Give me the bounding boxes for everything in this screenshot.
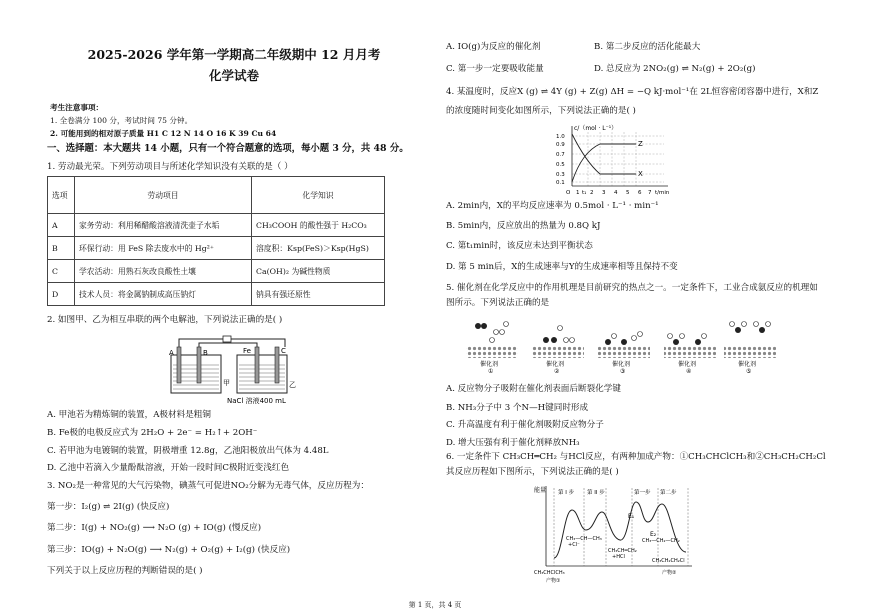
electrode-a — [177, 347, 181, 383]
intermediate-label: CH₃—CH₂—CH₂ — [642, 538, 680, 544]
catalyst-label: 催化剂 — [678, 361, 697, 368]
table-cell: Ca(OH)₂ 为碱性物质 — [252, 260, 385, 283]
table-row — [48, 283, 385, 306]
z-curve — [572, 144, 636, 182]
label-c: C — [281, 347, 286, 355]
q6-stem-1: 6. 一定条件下 CH₃CH═CH₂ 与HCl反应，有两种加成产物：①CH₃CHClCH₃和②CH₃CH₂CH₂Cl — [446, 452, 826, 462]
q4-stem-2: 的浓度随时间变化如图所示，下列说法正确的是( ) — [446, 106, 636, 116]
panel-1 — [466, 322, 518, 359]
label-b: B — [203, 349, 208, 357]
q2-option-a: A. 甲池若为精炼铜的装置，A极材料是粗铜 — [47, 410, 211, 420]
x-tick: 5 — [626, 190, 630, 196]
catalyst-label: 催化剂 — [480, 361, 499, 368]
x-tick: 7 — [648, 190, 652, 196]
notes-line2: 2. 可能用到的相对原子质量 H1 C 12 N 14 O 16 K 39 Cu 64 — [50, 129, 277, 138]
table-header-row — [48, 177, 385, 214]
x-tick: O — [566, 190, 571, 196]
exam-subtitle: 化学试卷 — [208, 68, 259, 83]
q3-option-a: A. IO(g)为反应的催化剂 — [446, 42, 541, 52]
table-row — [48, 260, 385, 283]
electrode-fe — [255, 347, 259, 383]
step-number: ⑤ — [746, 368, 752, 374]
y-tick: 0.1 — [556, 180, 565, 186]
power-source — [223, 336, 231, 342]
reactant-label: CH₃CH═CH₂ — [608, 548, 637, 554]
y-tick: 1.0 — [556, 134, 565, 140]
step-number: ① — [488, 368, 494, 374]
table-header-cell: 劳动项目 — [75, 177, 252, 214]
x-label: X — [638, 170, 643, 178]
q3-step2: 第二步：I(g) + NO₂(g) ⟶ N₂O (g) + IO(g) (慢反应) — [47, 523, 262, 533]
q5-option-b: B. NH₃分子中 3 个N—H键同时形成 — [446, 403, 589, 413]
panel-3 — [598, 332, 650, 359]
intermediate-label: CH₃—CH—CH₃ — [566, 536, 602, 542]
step-label: 第 I 步 — [558, 490, 575, 496]
q4-option-a: A. 2min内，X的平均反应速率为 0.5mol · L⁻¹ · min⁻¹ — [446, 201, 659, 211]
product1-label: CH₃CHClCH₃ — [534, 570, 565, 576]
table-cell: 溶度积：Ksp(FeS)＞Ksp(HgS) — [252, 237, 385, 260]
q3-option-c: C. 第一步一定要吸收能量 — [446, 64, 544, 74]
label-fe: Fe — [243, 347, 251, 355]
q2-option-d: D. 乙池中若滴入少量酚酞溶液，开始一段时间C极附近变浅红色 — [47, 463, 290, 473]
beaker-yi — [237, 355, 287, 393]
q5-option-a: A. 反应物分子吸附在催化剂表面后断裂化学键 — [446, 384, 621, 394]
q1-table — [47, 176, 385, 306]
product1-name: 产物① — [546, 578, 561, 584]
q5-stem-2: 图所示。下列说法正确的是 — [446, 298, 550, 308]
table-cell: D — [48, 283, 75, 306]
energy-profile-figure — [532, 482, 700, 594]
notes-heading: 考生注意事项： — [50, 103, 104, 112]
table-cell: B — [48, 237, 75, 260]
x-axis-unit: t/min — [655, 190, 670, 196]
step-label: 第二步 — [660, 490, 677, 496]
table-cell: CH₃COOH 的酸性强于 H₂CO₃ — [252, 214, 385, 237]
y-tick: 0.5 — [556, 162, 565, 168]
x-tick: 6 — [638, 190, 642, 196]
catalyst-mechanism-figure — [462, 316, 782, 374]
reactant-label: +HCl — [612, 554, 625, 560]
q3-step1: 第一步：I₂(g) ⇌ 2I(g) (快反应) — [47, 502, 170, 512]
panel-4 — [664, 334, 716, 359]
product2-name: 产物② — [662, 570, 677, 576]
panel-2 — [532, 326, 584, 359]
y-tick: 0.7 — [556, 152, 565, 158]
x-tick: 4 — [614, 190, 618, 196]
x-tick: 1 — [576, 190, 580, 196]
label-a: A — [169, 349, 174, 357]
q4-option-c: C. 第t₁min时，该反应未达到平衡状态 — [446, 241, 593, 251]
page-footer: 第 1 页，共 4 页 — [408, 601, 462, 609]
q5-stem-1: 5. 催化剂在化学反应中的作用机理是目前研究的热点之一。一定条件下，工业合成氨反应的机理如 — [446, 283, 818, 293]
concentration-chart — [552, 122, 682, 196]
y-tick: 0.9 — [556, 142, 565, 148]
electrode-b — [197, 347, 201, 383]
q4-option-d: D. 第 5 min后，X的生成速率与Y的生成速率相等且保持不变 — [446, 262, 678, 272]
electrolysis-figure — [165, 333, 305, 405]
section-heading: 一、选择题：本大题共 14 小题，只有一个符合题意的选项，每小题 3 分，共 48 分。 — [47, 143, 409, 154]
step-label: 第 II 步 — [587, 490, 605, 496]
q3-tail: 下列关于以上反应历程的判断错误的是( ) — [47, 566, 203, 576]
q2-option-c: C. 若甲池为电镀铜的装置，阴极增重 12.8g，乙池阳极放出气体为 4.48L — [47, 446, 329, 456]
table-row — [48, 214, 385, 237]
catalyst-label: 催化剂 — [546, 361, 565, 368]
table-header-cell: 选项 — [48, 177, 75, 214]
table-cell: 钠具有强还原性 — [252, 283, 385, 306]
table-cell: 技术人员：将金属钠制成高压钠灯 — [75, 283, 252, 306]
e2-label: E₂ — [650, 531, 657, 538]
q2-option-b: B. Fe极的电极反应式为 2H₂O + 2e⁻ = H₂↑+ 2OH⁻ — [47, 428, 258, 438]
step-label: 第一步 — [634, 490, 651, 496]
exam-title: 2025-2026 学年第一学期高二年级期中 12 月月考 — [87, 47, 381, 62]
q5-option-d: D. 增大压强有利于催化剂释放NH₃ — [446, 438, 580, 448]
table-cell: C — [48, 260, 75, 283]
step-number: ② — [554, 368, 560, 374]
energy-axis-label: 能量 — [534, 487, 547, 494]
y-axis-label: c/（mol · L⁻¹） — [574, 125, 618, 132]
electrode-c — [275, 347, 279, 383]
table-cell: 家务劳动：利用稀醋酸溶液清洗壶子水垢 — [75, 214, 252, 237]
intermediate-label: +Cl⁻ — [568, 542, 580, 548]
notes-line1: 1. 全卷满分 100 分，考试时间 75 分钟。 — [50, 116, 193, 125]
figure-caption: NaCl 溶液400 mL — [227, 397, 286, 405]
q3-option-b: B. 第二步反应的活化能最大 — [594, 42, 701, 52]
catalyst-label: 催化剂 — [738, 361, 757, 368]
q3-option-d: D. 总反应为 2NO₂(g) ⇌ N₂(g) + 2O₂(g) — [594, 64, 756, 74]
table-cell: A — [48, 214, 75, 237]
q5-option-c: C. 升高温度有利于催化剂吸附反应物分子 — [446, 420, 604, 430]
q1-stem: 1. 劳动最光荣。下列劳动项目与所述化学知识没有关联的是（ ） — [47, 162, 293, 172]
e1-label: E₁ — [628, 513, 635, 520]
q3-step3: 第三步：IO(g) + N₂O(g) ⟶ N₂(g) + O₂(g) + I₂(g) (快反应) — [47, 545, 291, 555]
catalyst-label: 催化剂 — [612, 361, 631, 368]
table-cell: 学农活动：用熟石灰改良酸性土壤 — [75, 260, 252, 283]
step-number: ④ — [686, 368, 692, 374]
table-row — [48, 237, 385, 260]
table-header-cell: 化学知识 — [252, 177, 385, 214]
z-label: Z — [638, 140, 643, 148]
x-tick: 3 — [602, 190, 606, 196]
table-cell: 环保行动：用 FeS 除去废水中的 Hg²⁺ — [75, 237, 252, 260]
x-tick: t₁ — [582, 190, 587, 196]
label-jia: 甲 — [223, 379, 230, 387]
x-tick: 2 — [590, 190, 594, 196]
product2-label: CH₃CH₂CH₂Cl — [652, 558, 685, 564]
q4-option-b: B. 5min内，反应放出的热量为 0.8Q kJ — [446, 221, 601, 231]
panel-5 — [724, 322, 776, 359]
label-yi: 乙 — [289, 381, 296, 389]
q4-stem-1: 4. 某温度时，反应X (g) ⇌ 4Y (g) + Z(g) ΔH = −Q kJ·mol⁻¹在 2L恒容密闭容器中进行，X和Z — [446, 87, 819, 97]
step-number: ③ — [620, 368, 626, 374]
y-tick: 0.3 — [556, 172, 565, 178]
q2-stem: 2. 如图甲、乙为相互串联的两个电解池，下列说法正确的是( ) — [47, 315, 283, 325]
q3-stem: 3. NO₂是一种常见的大气污染物，碘蒸气可促进NO₂分解为无毒气体，反应历程为： — [47, 481, 369, 491]
q6-stem-2: 其反应历程如下图所示，下列说法正确的是( ) — [446, 467, 619, 477]
